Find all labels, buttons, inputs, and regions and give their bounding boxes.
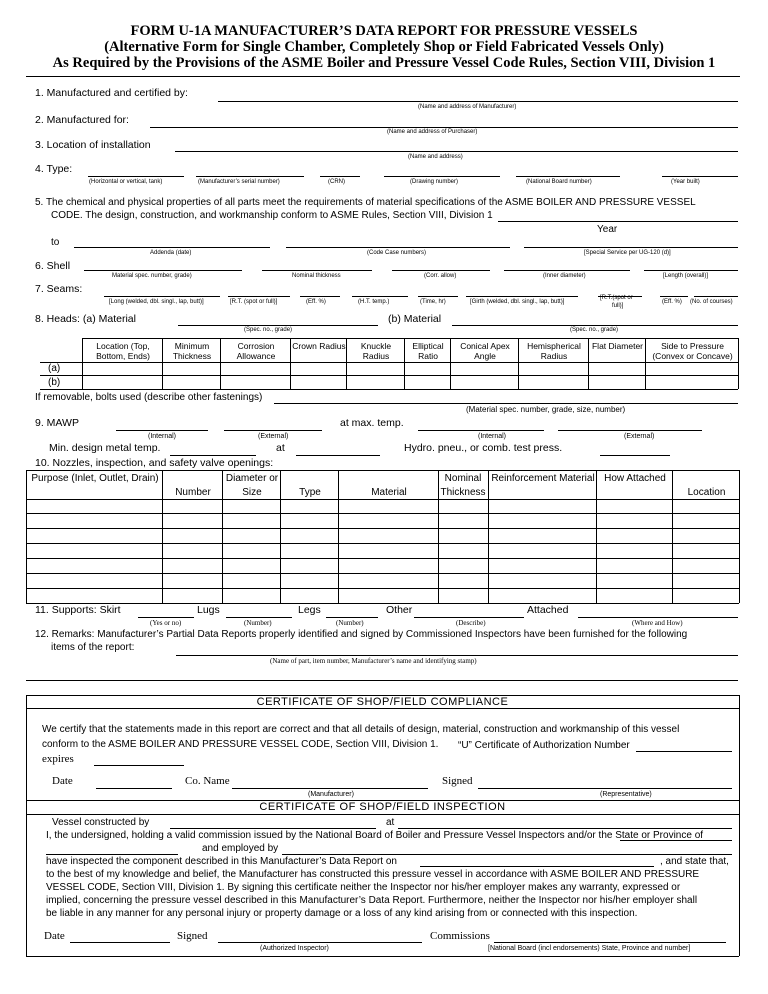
type-drawing-field[interactable]	[384, 176, 500, 177]
special-service-field[interactable]	[524, 247, 738, 248]
compliance-line2: conform to the ASME BOILER AND PRESSURE VESSEL CODE, Section VIII, Division 1.	[42, 739, 439, 750]
type-caption-nb: (National Board number)	[526, 179, 592, 185]
inspection-line6: be liable in any manner for any personal injury or property damage or a loss of any kind arising from or connected with this inspection.	[46, 908, 638, 919]
shell-material-field[interactable]	[84, 270, 242, 271]
nozzles-col-diameter: Diameter or Size	[225, 473, 279, 498]
attached-label: Attached	[527, 604, 569, 616]
nozzles-col-thickness: Nominal Thickness	[440, 473, 486, 498]
seams-girth-eff-field[interactable]	[660, 296, 688, 297]
vessel-at-field[interactable]	[398, 828, 732, 829]
heads-col-side: Side to Pressure (Convex or Concave)	[652, 341, 733, 361]
form-code-reference: As Required by the Provisions of the ASME Boiler and Pressure Vessel Code Rules, Section VIII, Division 1	[52, 55, 716, 71]
authorization-label: “U” Certificate of Authorization Number	[458, 740, 630, 751]
seams-long-eff-field[interactable]	[300, 296, 340, 297]
form-subtitle: (Alternative Form for Single Chamber, Completely Shop or Field Fabricated Vessels Only)	[104, 39, 664, 55]
shell-caption-diameter: (Inner diameter)	[543, 273, 586, 279]
hydro-label: Hydro. pneu., or comb. test press.	[404, 442, 563, 454]
addenda-caption: Addenda (date)	[150, 250, 192, 256]
shell-caption-corrosion: (Corr. allow)	[424, 273, 457, 279]
code-case-field[interactable]	[286, 247, 510, 248]
heads-col-hemispherical: Hemispherical Radius	[527, 341, 581, 361]
location-label: 3. Location of installation	[35, 139, 151, 151]
heads-col-flat: Flat Diameter	[591, 341, 643, 351]
seams-caption-time: (Time, hr)	[420, 299, 446, 305]
inspection-signed-label: Signed	[177, 930, 208, 942]
nozzles-col-purpose: Purpose (Inlet, Outlet, Drain)	[31, 473, 159, 484]
heads-col-crown: Crown Radius	[292, 341, 346, 351]
type-caption-year: (Year built)	[671, 179, 700, 185]
remarks-line1: 12. Remarks: Manufacturer’s Partial Data Reports properly identified and signed by Commissioned Inspectors have been furnished for the following	[35, 629, 688, 640]
inspected-date-field[interactable]	[420, 866, 654, 867]
compliance-date-field[interactable]	[96, 788, 172, 789]
legs-field[interactable]	[326, 617, 378, 618]
heads-row-b: (b)	[48, 377, 61, 388]
max-temp-external-field[interactable]	[558, 430, 702, 431]
compliance-signed-label: Signed	[442, 775, 473, 787]
purchaser-field[interactable]	[150, 127, 738, 128]
seams-caption-ht: (H.T. temp.)	[358, 299, 390, 305]
inspected-label: have inspected the component described in this Manufacturer’s Data Report on	[46, 856, 397, 867]
inspection-signed-field[interactable]	[218, 942, 422, 943]
remarks-field-1[interactable]	[176, 655, 738, 656]
compliance-signed-field[interactable]	[478, 788, 732, 789]
inspection-date-label: Date	[44, 930, 65, 942]
mawp-caption-external: (External)	[258, 433, 289, 440]
heads-col-location: Location (Top, Bottom, Ends)	[96, 341, 150, 361]
conformance-division-field[interactable]	[498, 221, 738, 222]
heads-col-knuckle: Knuckle Radius	[360, 341, 392, 361]
shell-label: 6. Shell	[35, 260, 71, 272]
heads-row-a: (a)	[48, 363, 61, 374]
mawp-label: 9. MAWP	[35, 417, 79, 429]
type-label: 4. Type:	[35, 163, 73, 175]
inspection-line4: VESSEL CODE, Section VIII, Division 1. By signing this certificate neither the Inspector nor his/her employer makes any warranty, expressed or	[46, 882, 681, 893]
compliance-date-label: Date	[52, 775, 73, 787]
seams-caption-girth-rt-2: full)]	[612, 303, 624, 309]
commissions-field[interactable]	[494, 942, 726, 943]
manufacturer-label: 1. Manufactured and certified by:	[35, 87, 188, 99]
min-temp-pressure-field[interactable]	[296, 455, 380, 456]
manufacturer-caption: (Name and address of Manufacturer)	[418, 104, 517, 110]
vessel-at-label: at	[386, 817, 395, 828]
purchaser-label: 2. Manufactured for:	[35, 114, 129, 126]
type-caption-drawing: (Drawing number)	[410, 179, 459, 185]
other-field[interactable]	[414, 617, 524, 618]
shell-diameter-field[interactable]	[504, 270, 630, 271]
heads-col-conical: Conical Apex Angle	[460, 341, 510, 361]
nozzles-col-location: Location	[687, 487, 726, 498]
vessel-constructed-label: Vessel constructed by	[52, 817, 150, 828]
type-orientation-field[interactable]	[88, 176, 184, 177]
nozzles-label: 10. Nozzles, inspection, and safety valve openings:	[35, 457, 274, 469]
attached-caption: (Where and How)	[632, 619, 683, 627]
heads-b-material-field[interactable]	[452, 325, 738, 326]
seams-long-field[interactable]	[104, 296, 220, 297]
other-caption: (Describe)	[456, 619, 486, 627]
vessel-constructed-field[interactable]	[170, 828, 376, 829]
location-field[interactable]	[175, 151, 738, 152]
year-label: Year	[597, 224, 618, 235]
heads-col-corrosion: Corrosion Allowance	[236, 341, 276, 361]
bolts-caption: (Material spec. number, grade, size, number)	[466, 405, 626, 414]
seams-girth-field[interactable]	[466, 296, 578, 297]
max-temp-internal-field[interactable]	[418, 430, 544, 431]
attached-field[interactable]	[578, 617, 738, 618]
remarks-caption: (Name of part, item number, Manufacturer’s name and identifying stamp)	[270, 657, 477, 665]
code-case-caption: (Code Case numbers)	[367, 250, 427, 256]
inspection-line3: to the best of my knowledge and belief, the Manufacturer has constructed this pressure vessel in accordance with ASME BOILER AND PRESSURE	[46, 869, 700, 880]
heads-a-material-field[interactable]	[178, 325, 378, 326]
inspection-line5: implied, concerning the pressure vessel described in this Manufacturer’s Data Report. Furthermore, neither the Inspector nor his/her employer shall	[46, 895, 698, 906]
special-service-caption: [Special Service per UG-120 (d)]	[584, 250, 671, 256]
legs-label: Legs	[298, 604, 321, 616]
purchaser-caption: (Name and address of Purchaser)	[387, 129, 478, 135]
max-temp-label: at max. temp.	[340, 417, 404, 429]
mawp-external-field[interactable]	[224, 430, 322, 431]
type-caption-crn: (CRN)	[328, 179, 345, 185]
shell-caption-length: [Length (overall)]	[663, 273, 709, 279]
seams-caption-long-rt: [R.T. (spot or full)]	[230, 299, 278, 305]
other-label: Other	[386, 604, 413, 616]
heads-b-caption: (Spec. no., grade)	[570, 327, 619, 333]
nozzles-col-number: Number	[175, 487, 211, 498]
expires-field[interactable]	[94, 765, 184, 766]
seams-caption-girth: [Girth (welded, dbl. singl., lap, butt)]	[470, 299, 565, 305]
heads-a-label: 8. Heads: (a) Material	[35, 313, 136, 325]
bolts-field[interactable]	[274, 403, 738, 404]
type-caption-orientation: (Horizontal or vertical, tank)	[89, 179, 163, 185]
type-year-field[interactable]	[662, 176, 738, 177]
nozzles-col-attached: How Attached	[604, 473, 666, 484]
representative-caption: (Representative)	[600, 791, 652, 798]
seams-courses-field[interactable]	[694, 296, 738, 297]
bolts-label: If removable, bolts used (describe other fastenings)	[35, 392, 263, 403]
addenda-field[interactable]	[74, 247, 270, 248]
seams-caption-long: [Long (welded, dbl. singl., lap, butt)]	[109, 299, 204, 305]
min-temp-field[interactable]	[170, 455, 256, 456]
shell-caption-thickness: Nominal thickness	[292, 273, 341, 279]
national-board-caption: [National Board (incl endorsements) State, Province and number]	[488, 945, 691, 952]
type-crn-field[interactable]	[320, 176, 360, 177]
employed-by-label: and employed by	[202, 843, 279, 854]
legs-caption: (Number)	[336, 619, 364, 627]
manufacturer-field[interactable]	[218, 101, 738, 102]
inspection-title: CERTIFICATE OF SHOP/FIELD INSPECTION	[259, 801, 506, 813]
mawp-caption-internal: (Internal)	[148, 433, 177, 440]
shell-thickness-field[interactable]	[262, 270, 372, 271]
manufacturer-sig-caption: (Manufacturer)	[308, 791, 354, 798]
min-temp-label: Min. design metal temp.	[49, 442, 161, 454]
compliance-title: CERTIFICATE OF SHOP/FIELD COMPLIANCE	[256, 696, 509, 708]
nozzles-col-type: Type	[299, 487, 321, 498]
seams-label: 7. Seams:	[35, 283, 83, 295]
remarks-line2: items of the report:	[51, 642, 135, 653]
skirt-field[interactable]	[138, 617, 194, 618]
remarks-field-2[interactable]	[26, 680, 738, 681]
location-caption: (Name and address)	[408, 154, 463, 160]
to-label: to	[51, 237, 60, 248]
inspection-date-field[interactable]	[70, 942, 170, 943]
header-rule	[26, 76, 740, 77]
seams-long-rt-field[interactable]	[228, 296, 290, 297]
min-temp-at-label: at	[276, 442, 285, 454]
lugs-caption: (Number)	[244, 619, 272, 627]
conformance-text-line2: CODE. The design, construction, and workmanship conform to ASME Rules, Section VIII, Division 1	[51, 210, 493, 221]
inspection-line1: I, the undersigned, holding a valid commission issued by the National Board of Boiler and Pressure Vessel Inspectors and/or the State or Province of	[46, 830, 704, 841]
heads-b-label: (b) Material	[388, 313, 442, 325]
mawp-internal-field[interactable]	[116, 430, 208, 431]
heads-a-caption: (Spec. no., grade)	[244, 327, 293, 333]
skirt-caption: (Yes or no)	[150, 619, 182, 627]
seams-caption-girth-rt-1: [R.T.(spot or	[600, 295, 633, 301]
lugs-label: Lugs	[197, 604, 220, 616]
heads-col-elliptical: Elliptical Ratio	[412, 341, 444, 361]
seams-caption-girth-eff: (Eff. %)	[662, 299, 682, 305]
nozzles-col-reinforcement: Reinforcement Material	[491, 473, 595, 484]
shell-corrosion-field[interactable]	[392, 270, 490, 271]
state-that-label: , and state that,	[660, 856, 729, 867]
lugs-field[interactable]	[226, 617, 292, 618]
type-nb-field[interactable]	[516, 176, 620, 177]
seams-ht-temp-field[interactable]	[352, 296, 408, 297]
commissions-label: Commissions	[430, 930, 490, 942]
expires-label: expires	[42, 753, 74, 765]
co-name-field[interactable]	[232, 788, 428, 789]
supports-label: 11. Supports: Skirt	[35, 604, 121, 616]
co-name-label: Co. Name	[185, 775, 230, 787]
hydro-field[interactable]	[600, 455, 670, 456]
conformance-text-line1: 5. The chemical and physical properties of all parts meet the requirements of material specifications of the ASME BOILER AND PRESSURE VESSEL	[35, 197, 696, 208]
form-title: FORM U-1A MANUFACTURER’S DATA REPORT FOR PRESSURE VESSELS	[130, 23, 638, 39]
seams-caption-courses: (No. of courses)	[690, 299, 733, 305]
nozzles-col-material: Material	[371, 487, 407, 498]
shell-caption-material: Material spec. number, grade)	[112, 273, 192, 279]
authorization-field[interactable]	[636, 751, 732, 752]
employer-field-left[interactable]	[46, 854, 178, 855]
shell-length-field[interactable]	[644, 270, 738, 271]
heads-col-min-thickness: Minimum Thickness	[172, 341, 212, 361]
compliance-line1: We certify that the statements made in this report are correct and that all details of design, material, construction and workmanship of this vessel	[42, 724, 680, 735]
authorized-inspector-caption: (Authorized Inspector)	[260, 945, 329, 952]
seams-caption-long-eff: (Eff. %)	[306, 299, 326, 305]
seams-time-field[interactable]	[418, 296, 458, 297]
max-temp-caption-internal: (Internal)	[478, 433, 507, 440]
type-caption-serial: (Manufacturer’s serial number)	[198, 179, 280, 185]
employer-field[interactable]	[282, 854, 732, 855]
type-serial-field[interactable]	[196, 176, 304, 177]
max-temp-caption-external: (External)	[624, 433, 655, 440]
state-province-field[interactable]	[620, 840, 732, 841]
